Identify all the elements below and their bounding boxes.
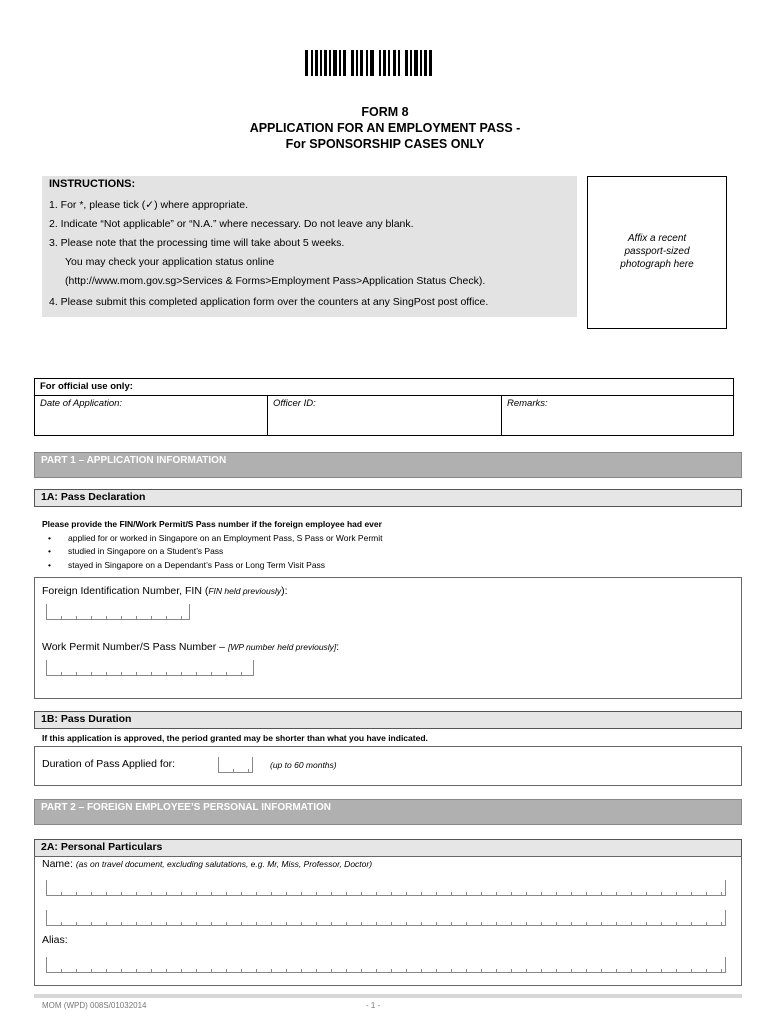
duration-note: (up to 60 months): [270, 760, 337, 770]
wp-input[interactable]: [46, 660, 254, 676]
officer-id-field[interactable]: [268, 396, 502, 435]
instruction-line: 2. Indicate “Not applicable” or “N.A.” where necessary. Do not leave any blank.: [49, 218, 414, 230]
instruction-line: (http://www.mom.gov.sg>Services & Forms>Employment Pass>Application Status Check).: [65, 275, 486, 287]
name-label: Name: (as on travel document, excluding salutations, e.g. Mr, Miss, Professor, Doctor): [42, 858, 373, 870]
alias-label: Alias:: [42, 934, 68, 946]
remarks-label: Remarks:: [507, 398, 548, 409]
instructions-heading: INSTRUCTIONS:: [49, 178, 136, 190]
officer-id-label: Officer ID:: [273, 398, 316, 409]
section-1a-header: 1A: Pass Declaration: [34, 489, 742, 507]
duration-label: Duration of Pass Applied for:: [42, 758, 176, 770]
instruction-line: You may check your application status online: [65, 256, 275, 268]
duration-input[interactable]: [218, 757, 253, 773]
official-use-heading: For official use only:: [40, 381, 133, 392]
photo-caption: Affix a recent: [627, 233, 687, 244]
barcode: [305, 50, 467, 76]
section-1b-header: 1B: Pass Duration: [34, 711, 742, 729]
name-input-line1[interactable]: [46, 880, 726, 896]
instruction-line: 4. Please submit this completed application form over the counters at any SingPost post office.: [49, 296, 489, 308]
part1-header: PART 1 – APPLICATION INFORMATION: [34, 452, 742, 478]
instruction-line: 3. Please note that the processing time will take about 5 weeks.: [49, 237, 345, 249]
footer-rule: [34, 994, 742, 998]
pass-duration-note: If this application is approved, the period granted may be shorter than what you have indicated.: [42, 733, 428, 743]
instructions-box: [42, 176, 577, 317]
pass-declaration-intro: Please provide the FIN/Work Permit/S Pass number if the foreign employee had ever: [42, 519, 382, 529]
photo-caption: photograph here: [620, 259, 694, 270]
fin-label: Foreign Identification Number, FIN (FIN held previously):: [42, 585, 288, 597]
date-of-application-label: Date of Application:: [40, 398, 123, 409]
instruction-line: 1. For *, please tick (✓) where appropriate.: [49, 199, 249, 211]
official-use-box: [34, 378, 734, 436]
photo-caption: passport-sized: [624, 246, 690, 257]
alias-input[interactable]: [46, 957, 726, 973]
form-number: FORM 8: [361, 105, 409, 119]
date-of-application-field[interactable]: [35, 396, 268, 435]
page-number: - 1 -: [366, 1001, 381, 1010]
part2-header: PART 2 – FOREIGN EMPLOYEE’S PERSONAL INFORMATION: [34, 799, 742, 825]
wp-label: Work Permit Number/S Pass Number – [WP number held previously]:: [42, 641, 340, 653]
section-2a-header: 2A: Personal Particulars: [34, 839, 742, 857]
fin-input[interactable]: [46, 604, 190, 620]
name-input-line2[interactable]: [46, 910, 726, 926]
remarks-field[interactable]: [502, 396, 733, 435]
photo-box: [587, 176, 727, 329]
form-subtitle: For SPONSORSHIP CASES ONLY: [285, 137, 485, 151]
form-code: MOM (WPD) 008S/01032014: [42, 1001, 147, 1010]
form-title: APPLICATION FOR AN EMPLOYMENT PASS -: [249, 121, 521, 135]
